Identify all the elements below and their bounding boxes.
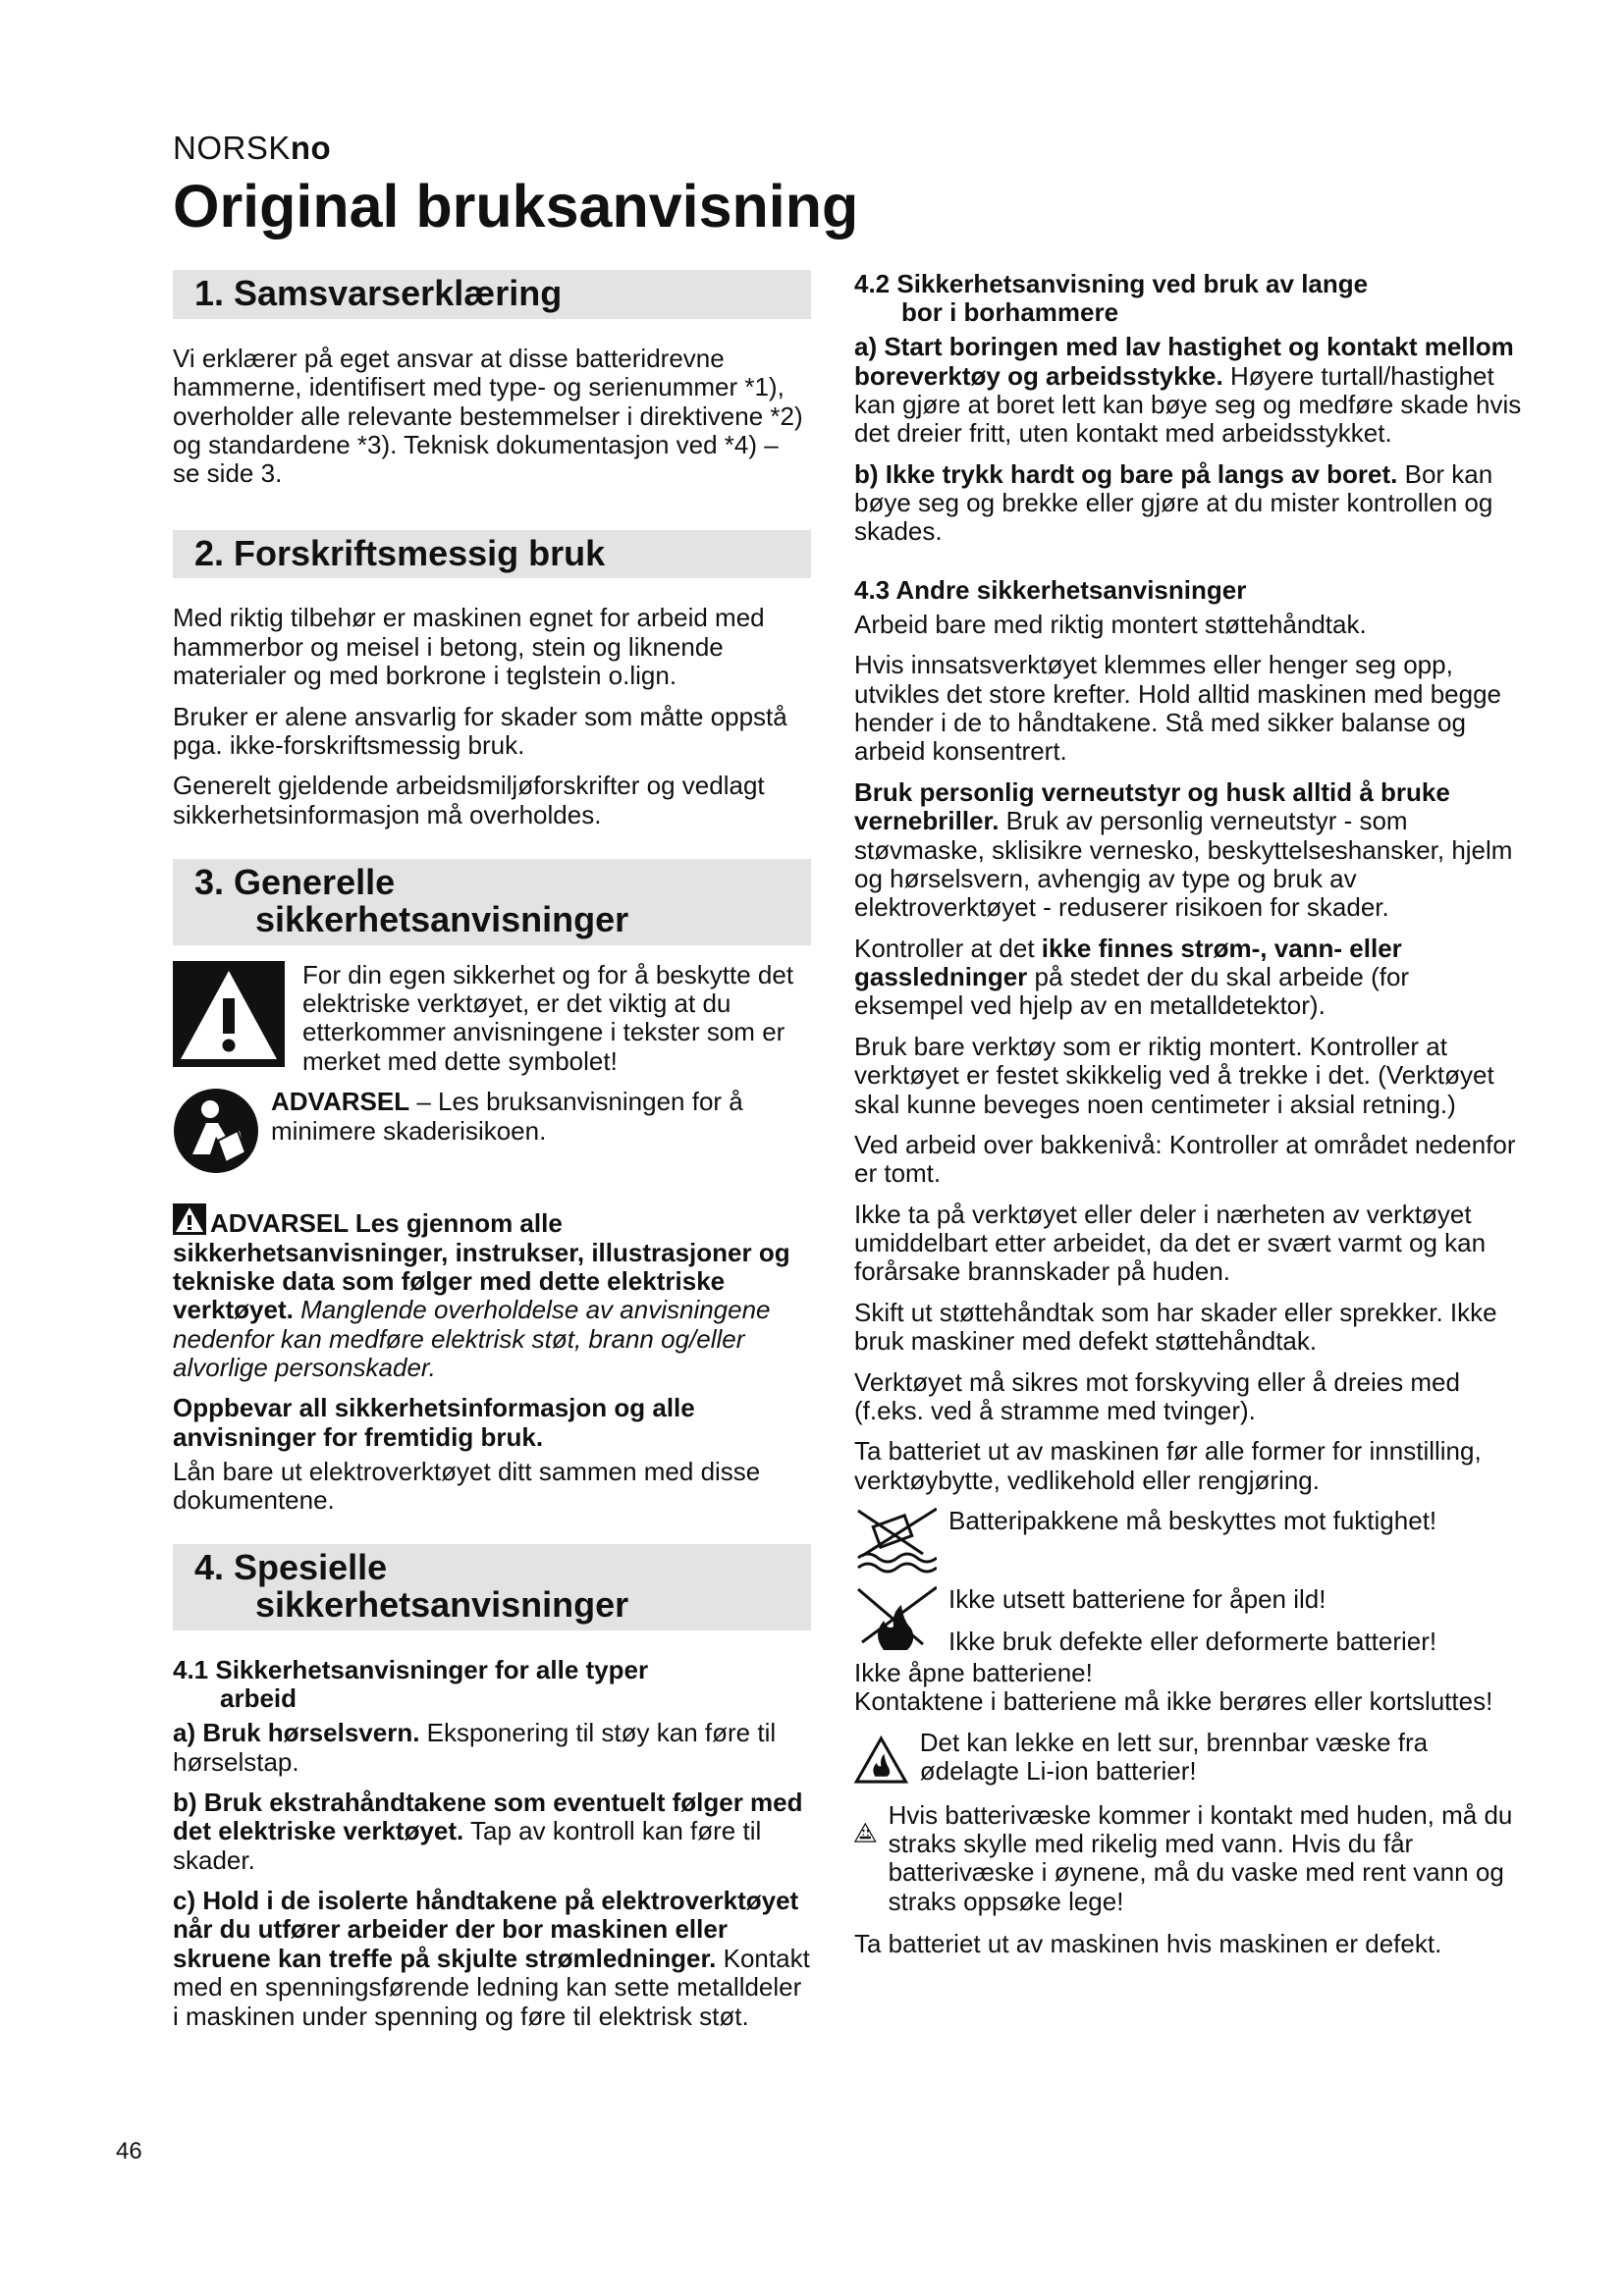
battery-leak-row <box>854 1729 1522 1791</box>
read-manual-row <box>173 1088 811 1174</box>
battery-fluid-line: Hvis batterivæske kommer i kontakt med huden, må du straks skylle med rikelig med vann. Hvis du får batterivæske i øynene, må du vaske med rent vann og straks oppsøke lege! <box>888 1799 1513 1916</box>
right-column <box>854 270 1522 1970</box>
other-text-3-text: Bruk av personlig verneutstyr - som støvmaske, sklisikre vernesko, beskyttelseshansker, hjelm og hørselsvern, avhengig av type og bruk av elektroverktøyet - reduserer risikoen for skader. <box>854 806 1513 923</box>
section-4-1-heading <box>173 1656 811 1713</box>
section-1-text: Vi erklærer på eget ansvar at disse batteridrevne hammerne, identifisert med type- og serienummer *1), overholder alle relevante bestemmelser i direktivene *2) og standardene *3). Teknisk dokumentasjon ved *4) – se side 3. <box>173 343 803 489</box>
section-4-heading <box>173 1544 811 1630</box>
section-4-heading-line-1: 4. Spesielle <box>194 1547 388 1588</box>
corrosive-warning-icon <box>854 1801 877 1864</box>
section-4-2-b-text: Bor kan bøye seg og brekke eller gjøre at du mister kontrollen og skades. <box>854 458 1493 547</box>
section-4-2-b-bold: b) Ikke trykk hardt og bare på langs av boret. <box>854 458 1398 489</box>
battery-fire-row <box>854 1585 1522 1657</box>
battery-fire-group <box>948 1585 1436 1657</box>
section-3-heading <box>173 859 811 945</box>
read-manual-text <box>271 1088 811 1146</box>
battery-fire-text: Ikke utsett batteriene for åpen ild! <box>948 1584 1326 1615</box>
section-4-2-heading-line-2: bor i borhammere <box>901 297 1119 328</box>
battery-remove-text: Ta batteriet ut av maskinen hvis maskinen er defekt. <box>854 1929 1442 1959</box>
flammable-warning-icon <box>854 1729 908 1791</box>
other-text-4-b: på stedet der du skal arbeide (for eksempel ved hjelp av en metalldetektor). <box>854 962 1410 1021</box>
section-3-heading-line-2: sikkerhetsanvisninger <box>255 898 629 939</box>
section-4-1-b-text: Tap av kontroll kan føre til skader. <box>173 1816 762 1875</box>
other-text-2: Hvis innsatsverktøyet klemmes eller henger seg opp, utvikles det store krefter. Hold alltid maskinen med begge hender i de to håndtakene. Stå med sikker balanse og arbeid konsentrert. <box>854 650 1502 767</box>
language-code: no <box>290 130 332 166</box>
no-moisture-icon <box>854 1507 937 1575</box>
section-4-3-heading: 4.3 Andre sikkerhetsanvisninger <box>854 574 1247 605</box>
section-4-1-c-text: Kontakt med en spenningsførende ledning kan sette metalldeler i maskinen under spenning og føre til elektrisk støt. <box>173 1943 810 2031</box>
section-4-1-b-bold: b) Bruk ekstrahåndtakene som eventuelt følger med det elektriske verktøyet. <box>173 1787 803 1846</box>
warning-small-icon <box>173 1203 206 1235</box>
other-text-8: Skift ut støttehåndtak som har skader eller sprekker. Ikke bruk maskiner med defekt støttehåndtak. <box>854 1297 1497 1357</box>
general-warning-italic: Manglende overholdelse av anvisningene nedenfor kan medføre elektrisk støt, brann og/eller alvorlige personskader. <box>173 1295 771 1383</box>
battery-moisture-text: Batteripakkene må beskyttes mot fuktighet! <box>948 1506 1437 1536</box>
language-name: NORSK <box>173 130 291 166</box>
section-4-1-heading-line-2: arbeid <box>220 1683 298 1714</box>
section-4-2-heading <box>854 270 1522 327</box>
battery-open-line: Ikke åpne batteriene! <box>854 1657 1093 1687</box>
section-2-text-2: Bruker er alene ansvarlig for skader som måtte oppstå pga. ikke-forskriftsmessig bruk. <box>173 701 787 760</box>
battery-contacts-text: Kontaktene i batteriene må ikke berøres eller kortsluttes! <box>854 1686 1493 1717</box>
battery-fluid-row <box>854 1801 1522 1917</box>
battery-open-text <box>854 1659 1522 1717</box>
section-4-2-a-text: Høyere turtall/hastighet kan gjøre at boret lett kan bøye seg og medføre skade hvis det dreier fritt, uten kontakt med arbeidsstykket. <box>854 360 1522 449</box>
section-4-1-b <box>173 1789 811 1875</box>
section-3-heading-line-1: 3. Generelle <box>194 862 396 903</box>
keep-instructions-text: Lån bare ut elektroverktøyet ditt sammen med disse dokumentene. <box>173 1456 761 1516</box>
battery-leak-text: Det kan lekke en lett sur, brennbar væske fra ødelagte Li-ion batterier! <box>919 1727 1429 1786</box>
section-4-1-a-text: Eksponering til støy kan føre til hørselstap. <box>173 1718 777 1777</box>
section-4-1-a-bold: a) Bruk hørselsvern. <box>173 1718 420 1748</box>
battery-moisture-row <box>854 1507 1522 1575</box>
other-text-5: Bruk bare verktøy som er riktig montert. Kontroller at verktøyet er festet skikkelig ved å trekke i det. (Verktøyet skal kunne beveges noen centimeter i aksial retning.) <box>854 1031 1494 1119</box>
page-title: Original bruksanvisning <box>173 173 859 240</box>
other-text-4-a: Kontroller at det <box>854 933 1042 963</box>
section-4-2-a <box>854 333 1522 449</box>
other-text-4 <box>854 934 1522 1021</box>
section-4-2-b <box>854 460 1522 547</box>
warning-triangle-icon <box>173 961 285 1067</box>
no-fire-icon <box>854 1585 937 1654</box>
section-4-heading-line-2: sikkerhetsanvisninger <box>255 1584 629 1626</box>
other-text-7: Ikke ta på verktøyet eller deler i nærheten av verktøyet umiddelbart etter arbeidet, da det er svært varmt og kan forårsake brannskader på huden. <box>854 1199 1487 1287</box>
section-4-2-heading-line-1: 4.2 Sikkerhetsanvisning ved bruk av lange <box>854 269 1369 298</box>
general-warning-bold: ADVARSEL Les gjennom alle sikkerhetsanvisninger, instrukser, illustrasjoner og tekniske data som følger med dette elektriske verktøyet. <box>173 1208 790 1325</box>
section-4-1-c-bold: c) Hold i de isolerte håndtakene på elektroverktøyet når du utfører arbeider der bor maskinen eller skruene kan treffe på skjulte strømledninger. <box>173 1886 799 1973</box>
other-text-10: Ta batteriet ut av maskinen før alle former for innstilling, verktøybytte, vedlikehold eller rengjøring. <box>854 1436 1482 1495</box>
battery-defect-text: Ikke bruk defekte eller deformerte batterier! <box>948 1627 1437 1657</box>
page-number: 46 <box>116 2138 142 2164</box>
section-4-2-a-bold: a) Start boringen med lav hastighet og kontakt mellom boreverktøy og arbeidsstykke. <box>854 332 1514 391</box>
section-2-text-1: Med riktig tilbehør er maskinen egnet for arbeid med hammerbor og meisel i betong, stein og liknende materialer og med borkrone i teglstein o.lign. <box>173 603 765 691</box>
other-text-3-bold: Bruk personlig verneutstyr og husk alltid å bruke vernebriller. <box>854 776 1450 836</box>
other-text-9: Verktøyet må sikres mot forskyving eller å dreies med (f.eks. ved å stramme med tvinger). <box>854 1366 1460 1425</box>
section-2-heading: 2. Forskriftsmessig bruk <box>173 530 811 579</box>
section-1-heading: 1. Samsvarserklæring <box>173 270 811 319</box>
section-4-1-c <box>173 1887 811 2031</box>
section-4-1-a <box>173 1719 811 1777</box>
battery-fluid-text <box>889 1801 1522 1917</box>
read-manual-note: – Les bruksanvisningen for å minimere skaderisikoen. <box>271 1087 743 1146</box>
other-text-4-bold: ikke finnes strøm-, vann- eller gassledninger <box>854 933 1402 992</box>
language-label <box>173 130 331 167</box>
section-4-1-heading-line-1: 4.1 Sikkerhetsanvisninger for alle typer <box>173 1655 649 1684</box>
general-warning <box>173 1203 811 1382</box>
safety-symbol-text: For din egen sikkerhet og for å beskytte det elektriske verktøyet, er det viktig at du etterkommer anvisningene i tekster som er merket med dette symbolet! <box>302 959 794 1076</box>
section-2-text-3: Generelt gjeldende arbeidsmiljøforskrifter og vedlagt sikkerhetsinformasjon må overholdes. <box>173 771 765 829</box>
other-text-1: Arbeid bare med riktig montert støttehåndtak. <box>854 609 1367 639</box>
read-manual-icon <box>173 1088 259 1174</box>
other-text-3 <box>854 778 1522 923</box>
left-column <box>173 270 811 2043</box>
keep-instructions-heading: Oppbevar all sikkerhetsinformasjon og alle anvisninger for fremtidig bruk. <box>173 1393 695 1452</box>
other-text-6: Ved arbeid over bakkenivå: Kontroller at området nedenfor er tomt. <box>854 1129 1516 1189</box>
safety-symbol-row <box>173 961 811 1077</box>
warning-label: ADVARSEL <box>271 1087 410 1117</box>
